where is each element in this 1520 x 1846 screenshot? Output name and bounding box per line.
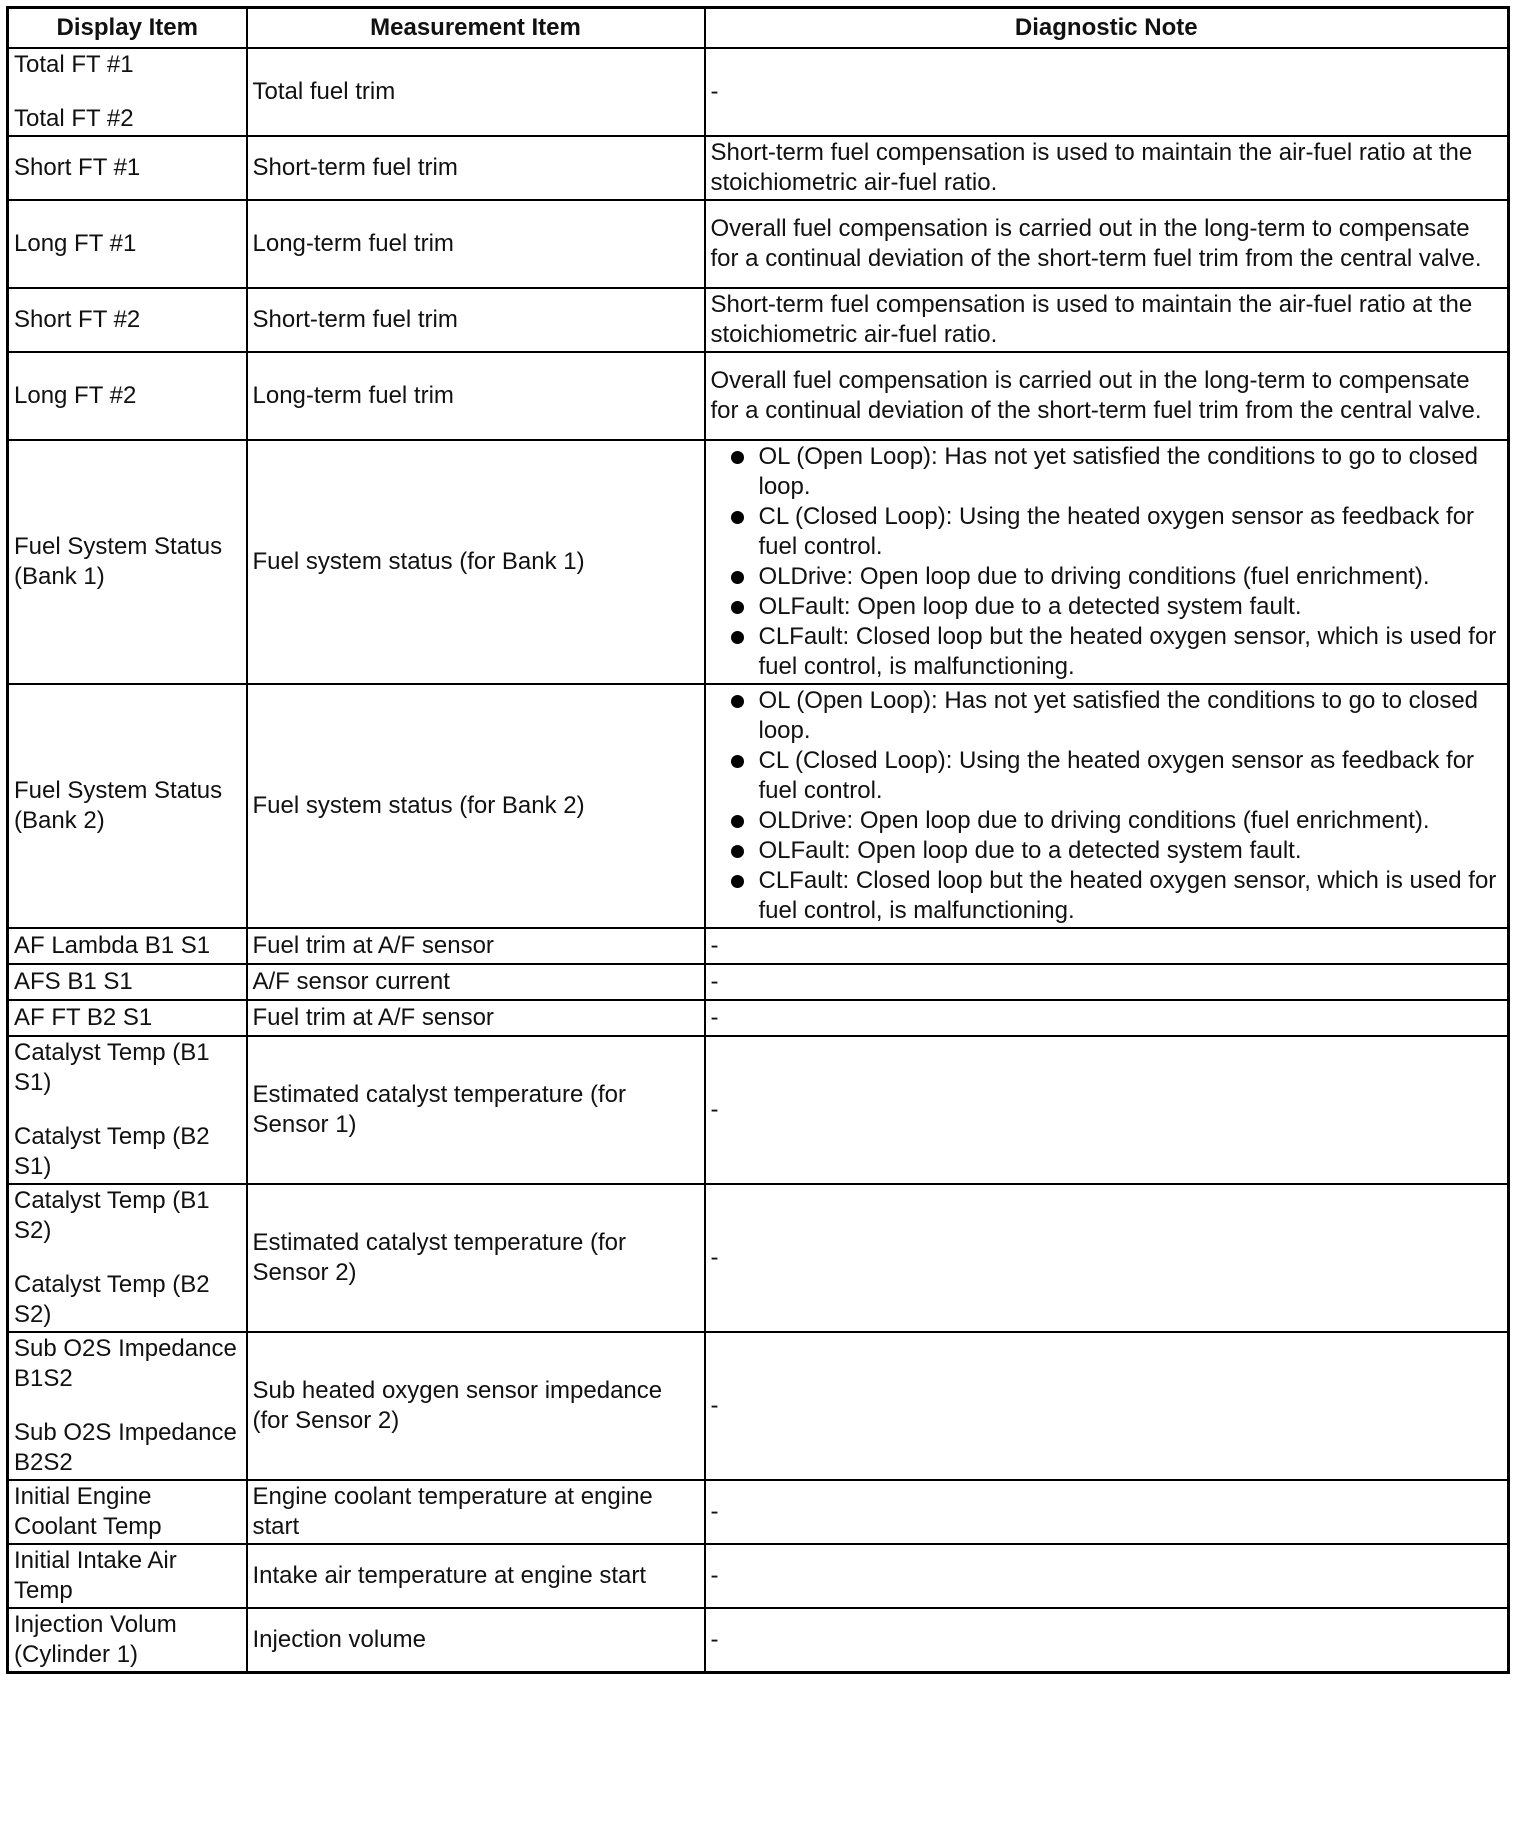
bullet-icon <box>731 451 744 464</box>
display-item-text: Fuel System Status (Bank 2) <box>14 777 223 834</box>
diagnostic-note-cell: - <box>705 964 1509 1000</box>
measurement-item-cell: Fuel trim at A/F sensor <box>247 1000 705 1036</box>
data-list-table <box>6 6 1510 1674</box>
header-row <box>8 8 1509 49</box>
display-item-cell <box>8 136 247 200</box>
table-row <box>8 288 1509 352</box>
display-item-text: AF Lambda B1 S1 <box>14 932 211 959</box>
measurement-item-cell: Estimated catalyst temperature (for Sensor 1) <box>247 1036 705 1184</box>
header-measurement-item: Measurement Item <box>247 8 705 49</box>
display-item-cell <box>8 200 247 288</box>
list-item <box>711 746 1503 806</box>
diagnostic-note-cell <box>705 440 1509 684</box>
table-row <box>8 1184 1509 1332</box>
bullet-icon <box>731 601 744 614</box>
status-list <box>711 686 1503 926</box>
diagnostic-note-cell: - <box>705 1332 1509 1480</box>
diagnostic-note-cell: - <box>705 1036 1509 1184</box>
status-list <box>711 442 1503 682</box>
display-item-text: Sub O2S Impedance B1S2 <box>14 1335 237 1392</box>
table-row <box>8 136 1509 200</box>
diagnostic-note-cell <box>705 684 1509 928</box>
display-item-cell <box>8 964 247 1000</box>
measurement-item-cell: Fuel system status (for Bank 1) <box>247 440 705 684</box>
display-item-text: Fuel System Status (Bank 1) <box>14 533 223 590</box>
bullet-icon <box>731 755 744 768</box>
display-item-cell <box>8 1608 247 1673</box>
table-row <box>8 1480 1509 1544</box>
bullet-icon <box>731 695 744 708</box>
measurement-item-cell: Long-term fuel trim <box>247 352 705 440</box>
measurement-item-cell: Estimated catalyst temperature (for Sensor 2) <box>247 1184 705 1332</box>
measurement-item-cell: Short-term fuel trim <box>247 136 705 200</box>
display-item-cell <box>8 440 247 684</box>
measurement-item-cell: Long-term fuel trim <box>247 200 705 288</box>
display-item-text: Sub O2S Impedance B2S2 <box>14 1419 237 1476</box>
measurement-item-cell: Short-term fuel trim <box>247 288 705 352</box>
display-item-text: Catalyst Temp (B1 S1) <box>14 1039 210 1096</box>
display-item-cell <box>8 1544 247 1608</box>
display-item-text: Injection Volum (Cylinder 1) <box>14 1611 177 1668</box>
bullet-icon <box>731 815 744 828</box>
list-item-text: CLFault: Closed loop but the heated oxygen sensor, which is used for fuel control, is malfunctioning. <box>758 867 1497 924</box>
display-item-cell <box>8 1480 247 1544</box>
list-item-text: CLFault: Closed loop but the heated oxygen sensor, which is used for fuel control, is malfunctioning. <box>758 623 1497 680</box>
table-row <box>8 1608 1509 1673</box>
display-item-text: Catalyst Temp (B2 S1) <box>14 1123 210 1180</box>
display-item-text: Short FT #2 <box>14 306 141 333</box>
diagnostic-note-cell: Overall fuel compensation is carried out in the long-term to compensate for a continual deviation of the short-term fuel trim from the central valve. <box>705 200 1509 288</box>
measurement-item-cell: A/F sensor current <box>247 964 705 1000</box>
display-item-cell <box>8 1036 247 1184</box>
table-row <box>8 684 1509 928</box>
display-item-text: Catalyst Temp (B2 S2) <box>14 1271 210 1328</box>
display-item-text: Long FT #2 <box>14 382 137 409</box>
diagnostic-note-cell: - <box>705 48 1509 136</box>
table-body <box>8 48 1509 1673</box>
display-item-cell <box>8 352 247 440</box>
list-item <box>711 592 1503 622</box>
bullet-icon <box>731 875 744 888</box>
diagnostic-note-cell: - <box>705 1480 1509 1544</box>
header-diagnostic-note: Diagnostic Note <box>705 8 1509 49</box>
table-row <box>8 1000 1509 1036</box>
display-item-text: Short FT #1 <box>14 154 141 181</box>
table-row <box>8 200 1509 288</box>
list-item <box>711 866 1503 926</box>
diagnostic-note-cell: Short-term fuel compensation is used to maintain the air-fuel ratio at the stoichiometric air-fuel ratio. <box>705 136 1509 200</box>
table-row <box>8 48 1509 136</box>
list-item <box>711 836 1503 866</box>
measurement-item-cell: Engine coolant temperature at engine start <box>247 1480 705 1544</box>
list-item <box>711 442 1503 502</box>
display-item-cell <box>8 1000 247 1036</box>
measurement-item-cell: Intake air temperature at engine start <box>247 1544 705 1608</box>
bullet-icon <box>731 511 744 524</box>
measurement-item-cell: Total fuel trim <box>247 48 705 136</box>
diagnostic-note-cell: - <box>705 928 1509 964</box>
list-item-text: CL (Closed Loop): Using the heated oxygen sensor as feedback for fuel control. <box>758 503 1475 560</box>
display-item-text: AF FT B2 S1 <box>14 1004 153 1031</box>
display-item-text: Initial Engine Coolant Temp <box>14 1483 162 1540</box>
table-row <box>8 964 1509 1000</box>
measurement-item-cell: Fuel trim at A/F sensor <box>247 928 705 964</box>
list-item-text: OLFault: Open loop due to a detected system fault. <box>758 837 1302 864</box>
diagnostic-note-cell: - <box>705 1608 1509 1673</box>
display-item-cell <box>8 288 247 352</box>
display-item-text: AFS B1 S1 <box>14 968 133 995</box>
table-row <box>8 440 1509 684</box>
table-row <box>8 352 1509 440</box>
measurement-item-cell: Fuel system status (for Bank 2) <box>247 684 705 928</box>
display-item-text: Long FT #1 <box>14 230 137 257</box>
display-item-text: Total FT #2 <box>14 105 134 132</box>
diagnostic-note-cell: - <box>705 1000 1509 1036</box>
list-item <box>711 502 1503 562</box>
bullet-icon <box>731 631 744 644</box>
list-item-text: OL (Open Loop): Has not yet satisfied the conditions to go to closed loop. <box>758 443 1479 500</box>
display-item-cell <box>8 1332 247 1480</box>
diagnostic-note-cell: Short-term fuel compensation is used to maintain the air-fuel ratio at the stoichiometric air-fuel ratio. <box>705 288 1509 352</box>
measurement-item-cell: Injection volume <box>247 1608 705 1673</box>
list-item <box>711 686 1503 746</box>
list-item <box>711 622 1503 682</box>
display-item-cell <box>8 1184 247 1332</box>
display-item-cell <box>8 48 247 136</box>
list-item-text: OL (Open Loop): Has not yet satisfied the conditions to go to closed loop. <box>758 687 1479 744</box>
list-item-text: CL (Closed Loop): Using the heated oxygen sensor as feedback for fuel control. <box>758 747 1475 804</box>
data-list-table-wrapper <box>6 6 1507 1674</box>
diagnostic-note-cell: Overall fuel compensation is carried out in the long-term to compensate for a continual deviation of the short-term fuel trim from the central valve. <box>705 352 1509 440</box>
display-item-text: Initial Intake Air Temp <box>14 1547 177 1604</box>
measurement-item-cell: Sub heated oxygen sensor impedance (for Sensor 2) <box>247 1332 705 1480</box>
bullet-icon <box>731 845 744 858</box>
list-item <box>711 562 1503 592</box>
table-row <box>8 928 1509 964</box>
list-item-text: OLDrive: Open loop due to driving conditions (fuel enrichment). <box>758 563 1430 590</box>
diagnostic-note-cell: - <box>705 1184 1509 1332</box>
table-row <box>8 1332 1509 1480</box>
table-row <box>8 1544 1509 1608</box>
display-item-cell <box>8 928 247 964</box>
diagnostic-note-cell: - <box>705 1544 1509 1608</box>
list-item-text: OLDrive: Open loop due to driving conditions (fuel enrichment). <box>758 807 1430 834</box>
table-row <box>8 1036 1509 1184</box>
list-item-text: OLFault: Open loop due to a detected system fault. <box>758 593 1302 620</box>
list-item <box>711 806 1503 836</box>
display-item-text: Catalyst Temp (B1 S2) <box>14 1187 210 1244</box>
display-item-text: Total FT #1 <box>14 51 134 78</box>
header-display-item: Display Item <box>8 8 247 49</box>
display-item-cell <box>8 684 247 928</box>
bullet-icon <box>731 571 744 584</box>
